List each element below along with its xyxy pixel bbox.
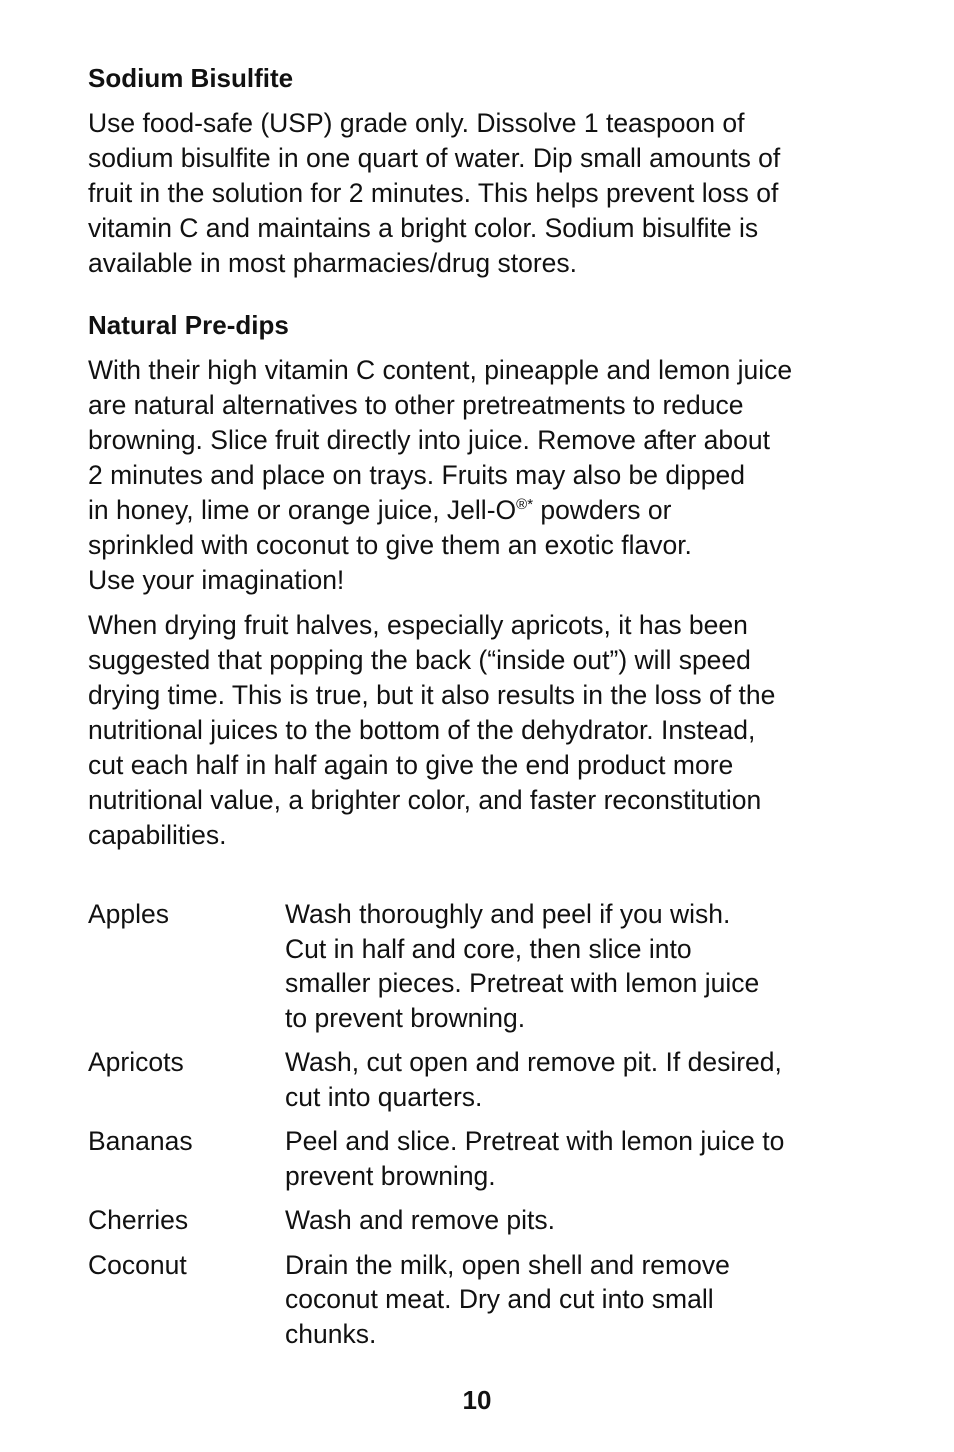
fruit-instructions bbox=[285, 1045, 782, 1114]
paragraph-line: nutritional juices to the bottom of the dehydrator. Instead, bbox=[88, 715, 756, 745]
instruction-line: smaller pieces. Pretreat with lemon juice bbox=[285, 968, 760, 998]
instruction-line: prevent browning. bbox=[285, 1160, 496, 1191]
table-row bbox=[88, 1248, 888, 1352]
table-row bbox=[88, 897, 888, 1035]
instruction-line: Wash and remove pits. bbox=[285, 1205, 556, 1235]
fruit-name: Coconut bbox=[88, 1249, 187, 1280]
jello-suffix: powders or bbox=[533, 495, 672, 525]
table-row bbox=[88, 1045, 888, 1114]
paragraph-line: drying time. This is true, but it also results in the loss of the bbox=[88, 680, 776, 710]
paragraph-line: Use food-safe (USP) grade only. Dissolve 1 teaspoon of bbox=[88, 108, 745, 138]
paragraph-line: suggested that popping the back (“inside out”) will speed bbox=[88, 645, 751, 675]
instruction-line: Wash, cut open and remove pit. If desired, bbox=[285, 1047, 782, 1077]
paragraph-line: available in most pharmacies/drug stores. bbox=[88, 248, 578, 278]
paragraph-line: sodium bisulfite in one quart of water. Dip small amounts of bbox=[88, 143, 781, 173]
paragraph-line: vitamin C and maintains a bright color. Sodium bisulfite is bbox=[88, 213, 759, 243]
paragraph-line: Use your imagination! bbox=[88, 565, 345, 595]
fruit-name: Apples bbox=[88, 899, 170, 929]
fruit-instructions bbox=[285, 897, 759, 1035]
paragraph-line: 2 minutes and place on trays. Fruits may also be dipped bbox=[88, 460, 745, 490]
fruit-preparation-table bbox=[88, 897, 888, 1351]
paragraph-line: browning. Slice fruit directly into juice. Remove after about bbox=[88, 425, 770, 455]
instruction-line: cut into quarters. bbox=[285, 1081, 483, 1112]
instruction-line: Peel and slice. Pretreat with lemon juice to bbox=[285, 1126, 785, 1156]
page-number: 10 bbox=[462, 1385, 492, 1415]
registered-trademark: ®* bbox=[516, 496, 534, 514]
paragraph-line: nutritional value, a brighter color, and faster reconstitution bbox=[88, 785, 762, 815]
document-page bbox=[88, 60, 888, 1361]
paragraph-line: cut each half in half again to give the end product more bbox=[88, 750, 734, 780]
table-row bbox=[88, 1203, 888, 1238]
paragraph-line: sprinkled with coconut to give them an exotic flavor. bbox=[88, 530, 692, 560]
fruit-name: Apricots bbox=[88, 1047, 184, 1077]
natural-pre-dips-paragraph bbox=[88, 353, 888, 598]
sodium-bisulfite-paragraph bbox=[88, 106, 888, 281]
table-row bbox=[88, 1124, 888, 1193]
paragraph-line: With their high vitamin C content, pineapple and lemon juice bbox=[88, 355, 793, 385]
jello-prefix: in honey, lime or orange juice, Jell-O bbox=[88, 495, 517, 525]
fruit-instructions bbox=[285, 1203, 555, 1238]
fruit-halves-paragraph bbox=[88, 608, 888, 853]
fruit-instructions bbox=[285, 1248, 730, 1352]
fruit-name: Bananas bbox=[88, 1126, 193, 1156]
paragraph-line: capabilities. bbox=[88, 820, 227, 850]
section-heading-sodium-bisulfite: Sodium Bisulfite bbox=[88, 63, 294, 93]
fruit-name: Cherries bbox=[88, 1205, 189, 1235]
instruction-line: chunks. bbox=[285, 1318, 377, 1349]
instruction-line: to prevent browning. bbox=[285, 1002, 526, 1033]
paragraph-line: fruit in the solution for 2 minutes. This helps prevent loss of bbox=[88, 178, 779, 208]
instruction-line: coconut meat. Dry and cut into small bbox=[285, 1284, 714, 1314]
paragraph-line: When drying fruit halves, especially apricots, it has been bbox=[88, 610, 748, 640]
section-heading-natural-pre-dips: Natural Pre-dips bbox=[88, 310, 289, 340]
fruit-instructions bbox=[285, 1124, 784, 1193]
paragraph-line: are natural alternatives to other pretreatments to reduce bbox=[88, 390, 744, 420]
instruction-line: Drain the milk, open shell and remove bbox=[285, 1249, 730, 1280]
instruction-line: Cut in half and core, then slice into bbox=[285, 933, 692, 964]
instruction-line: Wash thoroughly and peel if you wish. bbox=[285, 899, 731, 929]
paragraph-line-jello bbox=[88, 493, 888, 528]
